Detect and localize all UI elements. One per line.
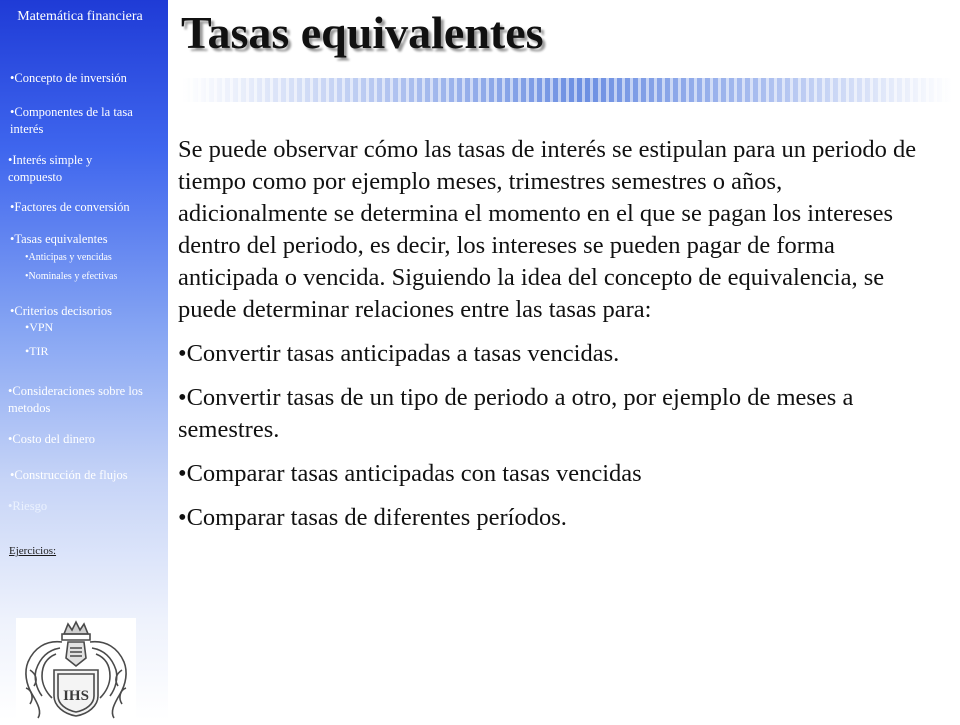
sidebar-navigation [0, 0, 168, 720]
university-crest-logo [16, 618, 136, 720]
title-decorative-bar [182, 78, 952, 102]
nav-concepto-de-inversion[interactable]: •Concepto de inversión [10, 71, 127, 85]
nav-riesgo[interactable]: •Riesgo [8, 499, 48, 513]
bullet-comparar-periodos: •Comparar tasas de diferentes períodos. [178, 504, 567, 531]
ejercicios-link[interactable]: Ejercicios: [9, 545, 57, 557]
nav-consideraciones-sobre-los-metodos[interactable]: •Consideraciones sobre los metodos [8, 384, 143, 415]
nav-anticipas-y-vencidas[interactable]: •Anticipas y vencidas [25, 252, 112, 263]
nav-interes-simple-y-compuesto[interactable]: •Interés simple y compuesto [8, 153, 93, 184]
crest-lettering: IHS [63, 688, 89, 704]
nav-vpn[interactable]: •VPN [25, 320, 54, 334]
slide-title: Tasas equivalentes [181, 7, 544, 58]
nav-criterios-decisorios[interactable]: •Criterios decisorios [10, 304, 112, 318]
crest-icon [16, 618, 136, 720]
bullet-comparar-anticipadas: •Comparar tasas anticipadas con tasas vencidas [178, 460, 642, 487]
nav-nominales-y-efectivas[interactable]: •Nominales y efectivas [25, 271, 118, 282]
nav-tasas-equivalentes[interactable]: •Tasas equivalentes [10, 232, 108, 246]
nav-factores-de-conversion[interactable]: •Factores de conversión [10, 200, 130, 214]
nav-componentes-de-la-tasa[interactable]: •Componentes de la tasa interés [10, 105, 133, 136]
sidebar-title: Matemática financiera [17, 9, 143, 24]
nav-costo-del-dinero[interactable]: •Costo del dinero [8, 432, 96, 446]
bullet-convertir-periodo: •Convertir tasas de un tipo de periodo a otro, por ejemplo de meses a semestres. [178, 384, 854, 443]
nav-tir[interactable]: •TIR [25, 344, 49, 358]
slide-body [178, 134, 918, 546]
body-paragraph: Se puede observar cómo las tasas de interés se estipulan para un periodo de tiempo como por ejemplo meses, trimestres semestres o años, adicionalmente se determina el momento en el que se pagan los intereses dentro del periodo, es decir, los intereses se pueden pagar de forma anticipada o vencida. Siguiendo la idea del concepto de equivalencia, se puede determinar relaciones entre las tasas para: [178, 136, 917, 323]
bullet-convertir-anticipadas: •Convertir tasas anticipadas a tasas vencidas. [178, 340, 620, 367]
nav-construccion-de-flujos[interactable]: •Construcción de flujos [10, 468, 128, 482]
